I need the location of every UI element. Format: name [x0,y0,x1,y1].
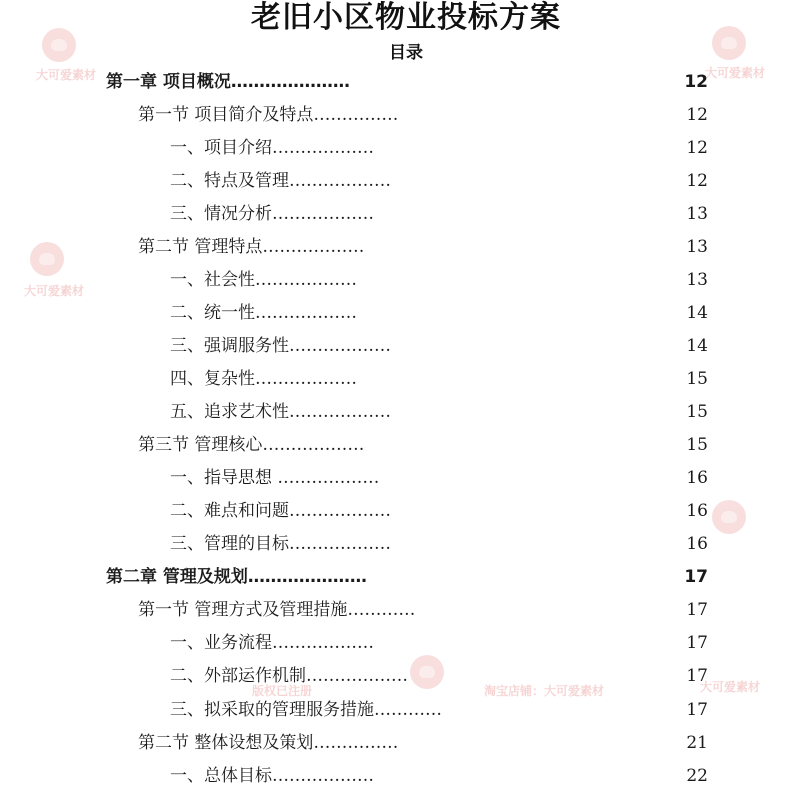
toc-heading: 目录 [389,43,423,63]
toc-entry-text: 第一节 项目简介及特点…………… [138,105,399,125]
toc-item-entry[interactable] [170,333,391,359]
toc-entry-text: 三、拟采取的管理服务措施………… [170,700,442,720]
toc-entry-text: 第一章 项目概况………………… [106,72,350,92]
toc-page-number: 13 [686,237,708,257]
toc-entry-text: 一、业务流程……………… [170,633,374,653]
toc-item-entry[interactable] [170,267,357,293]
watermark-logo [712,500,746,534]
toc-entry-text: 一、社会性……………… [170,270,357,290]
toc-page-number: 17 [684,567,708,587]
watermark-copyright: 版权已注册 [252,684,313,698]
toc-entry-text: 第二章 管理及规划………………… [106,567,367,587]
toc-item-entry[interactable] [170,201,374,227]
watermark-logo [30,242,64,276]
toc-page-number: 16 [686,501,708,521]
toc-item-entry[interactable] [170,465,379,491]
watermark-brand: 大可爱素材 [24,284,85,298]
toc-entry-text: 二、外部运作机制……………… [170,666,408,686]
toc-page-number: 17 [686,666,708,686]
toc-page-number: 22 [686,766,708,786]
toc-chapter-entry[interactable] [106,564,367,590]
toc-item-entry[interactable] [170,399,391,425]
toc-entry-text: 一、总体目标……………… [170,766,374,786]
toc-section-entry[interactable] [138,730,398,756]
toc-entry-text: 第一节 管理方式及管理措施………… [138,600,416,620]
toc-item-entry[interactable] [170,763,374,789]
toc-page-number: 21 [686,733,708,753]
toc-section-entry[interactable] [138,102,398,128]
toc-chapter-entry[interactable] [106,69,350,95]
toc-entry-text: 三、管理的目标……………… [170,534,391,554]
toc-section-entry[interactable] [138,432,364,458]
toc-page-number: 16 [686,534,708,554]
toc-page-number: 13 [686,204,708,224]
toc-page-number: 15 [686,402,708,422]
toc-entry-text: 一、指导思想 ……………… [170,468,380,488]
watermark-brand: 大可爱素材 [700,680,761,694]
toc-page-number: 13 [686,270,708,290]
toc-item-entry[interactable] [170,697,442,723]
toc-entry-text: 第三节 管理核心……………… [138,435,365,455]
toc-page-number: 12 [686,138,708,158]
toc-page-number: 15 [686,435,708,455]
toc-page-number: 14 [686,336,708,356]
watermark-brand: 大可爱素材 [36,68,97,82]
toc-entry-text: 二、特点及管理……………… [170,171,391,191]
toc-item-entry[interactable] [170,498,391,524]
toc-entry-text: 五、追求艺术性……………… [170,402,391,422]
document-title: 老旧小区物业投标方案 [251,0,561,35]
toc-entry-text: 三、情况分析……………… [170,204,374,224]
watermark-logo [410,655,444,689]
toc-page-number: 17 [686,700,708,720]
toc-entry-text: 三、强调服务性……………… [170,336,391,356]
toc-section-entry[interactable] [138,597,415,623]
toc-page-number: 15 [686,369,708,389]
toc-entry-text: 第二节 整体设想及策划…………… [138,733,399,753]
toc-page-number: 12 [686,105,708,125]
toc-page-number: 14 [686,303,708,323]
toc-item-entry[interactable] [170,168,391,194]
toc-page-number: 16 [686,468,708,488]
toc-entry-text: 二、难点和问题……………… [170,501,391,521]
toc-item-entry[interactable] [170,135,374,161]
toc-item-entry[interactable] [170,300,357,326]
toc-entry-text: 二、统一性……………… [170,303,357,323]
toc-page-number: 17 [686,633,708,653]
toc-page-number: 12 [684,72,708,92]
toc-item-entry[interactable] [170,366,357,392]
toc-item-entry[interactable] [170,663,408,689]
toc-page-number: 12 [686,171,708,191]
toc-entry-text: 第二节 管理特点……………… [138,237,365,257]
watermark-brand: 大可爱素材 [705,66,766,80]
watermark-shop: 淘宝店铺：大可爱素材 [484,684,605,698]
toc-item-entry[interactable] [170,531,391,557]
toc-page-number: 17 [686,600,708,620]
toc-item-entry[interactable] [170,630,374,656]
toc-entry-text: 一、项目介绍……………… [170,138,374,158]
toc-entry-text: 四、复杂性……………… [170,369,357,389]
toc-section-entry[interactable] [138,234,364,260]
